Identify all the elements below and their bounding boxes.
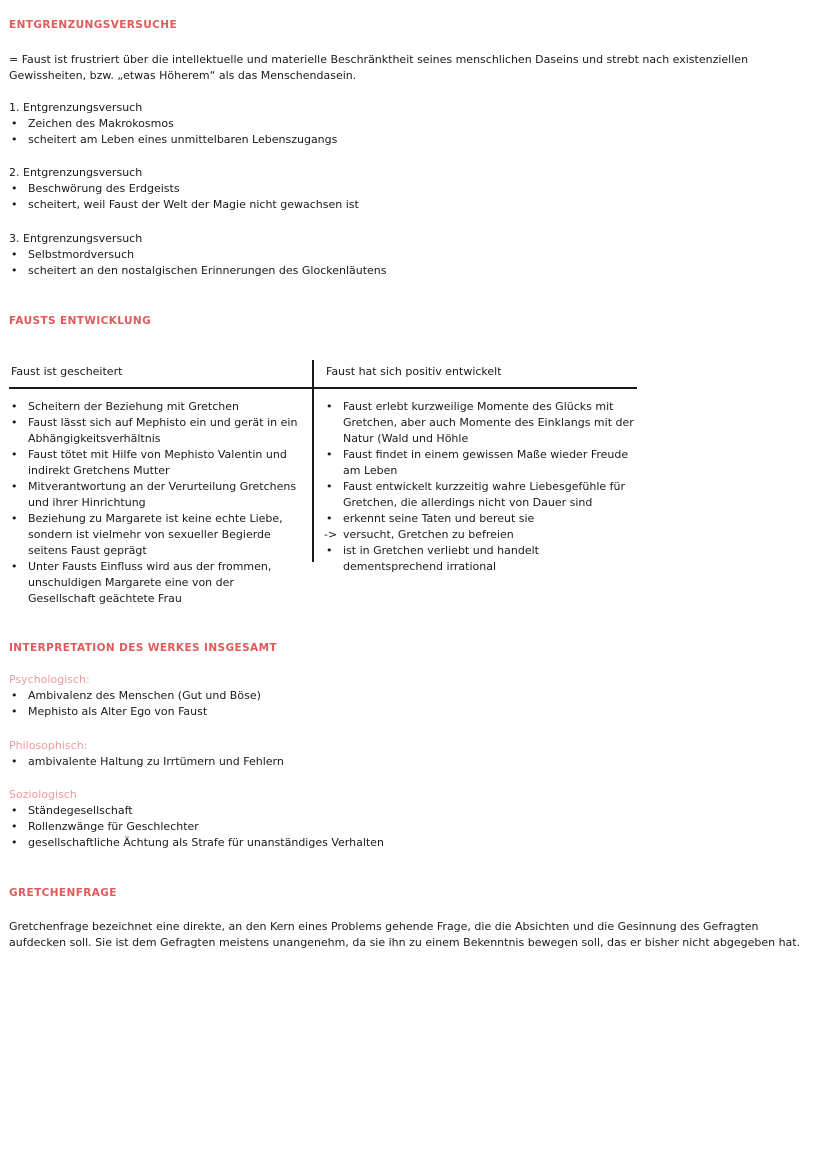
- list-item: • gesellschaftliche Ächtung als Strafe für unanständiges Verhalten: [9, 835, 384, 851]
- list-item: • scheitert an den nostalgischen Erinnerungen des Glockenläutens: [9, 263, 387, 279]
- section-title: INTERPRETATION DES WERKES INSGESAMT: [9, 642, 277, 654]
- list-item: • Faust entwickelt kurzzeitig wahre Liebesgefühle für Gretchen, die allerdings nicht von Dauer sind: [324, 479, 637, 511]
- list-item: • Zeichen des Makrokosmos: [9, 116, 337, 132]
- group-3: [9, 231, 387, 279]
- list-item: • Mephisto als Alter Ego von Faust: [9, 704, 261, 720]
- group-label: Psychologisch:: [9, 673, 90, 686]
- group-heading: 3. Entgrenzungsversuch: [9, 232, 143, 245]
- list-item: • Faust findet in einem gewissen Maße wieder Freude am Leben: [324, 447, 637, 479]
- list-item: • scheitert, weil Faust der Welt der Magie nicht gewachsen ist: [9, 197, 359, 213]
- list-item: • Ambivalenz des Menschen (Gut und Böse): [9, 688, 261, 704]
- list-item: • Rollenzwänge für Geschlechter: [9, 819, 384, 835]
- list-item: • Scheitern der Beziehung mit Gretchen: [9, 399, 299, 415]
- column-header: Faust ist gescheitert: [11, 365, 123, 378]
- list-item: • Beziehung zu Margarete ist keine echte Liebe, sondern ist vielmehr von sexueller Begierde seitens Faust geprägt: [9, 511, 299, 559]
- list-item: • Ständegesellschaft: [9, 803, 384, 819]
- list-item: • Selbstmordversuch: [9, 247, 387, 263]
- table-divider: [312, 360, 314, 562]
- group-psychologisch: [9, 672, 261, 720]
- list-item: • Mitverantwortung an der Verurteilung Gretchens und ihrer Hinrichtung: [9, 479, 299, 511]
- column-header: Faust hat sich positiv entwickelt: [326, 365, 502, 378]
- group-heading: 2. Entgrenzungsversuch: [9, 166, 143, 179]
- group-label: Philosophisch:: [9, 739, 88, 752]
- comparison-table: [9, 360, 637, 607]
- group-label: Soziologisch: [9, 788, 77, 801]
- column-failed: [9, 399, 312, 607]
- intro-text: = Faust ist frustriert über die intellektuelle und materielle Beschränktheit seines menschlichen Daseins und strebt nach existenziellen Gewissheiten, bzw. „etwas Höherem“ als das Menschendasein.: [9, 53, 749, 82]
- column-positive: [312, 399, 637, 607]
- group-heading: 1. Entgrenzungsversuch: [9, 101, 143, 114]
- group-2: [9, 165, 359, 213]
- list-item: -> versucht, Gretchen zu befreien: [324, 527, 637, 543]
- table-header: [9, 360, 637, 389]
- list-item: • scheitert am Leben eines unmittelbaren Lebenszugangs: [9, 132, 337, 148]
- section-title: ENTGRENZUNGSVERSUCHE: [9, 19, 178, 31]
- list-item: • Unter Fausts Einfluss wird aus der frommen, unschuldigen Margarete eine von der Gesellschaft geächtete Frau: [9, 559, 299, 607]
- list-item: • erkennt seine Taten und bereut sie: [324, 511, 637, 527]
- section-entgrenzung: [9, 18, 177, 32]
- list-item: • Beschwörung des Erdgeists: [9, 181, 359, 197]
- list-item: • ist in Gretchen verliebt und handelt dementsprechend irrational: [324, 543, 637, 575]
- section-title: GRETCHENFRAGE: [9, 887, 117, 899]
- list-item: • Faust erlebt kurzweilige Momente des Glücks mit Gretchen, aber auch Momente des Einklangs mit der Natur (Wald und Höhle: [324, 399, 637, 447]
- section-title: FAUSTS ENTWICKLUNG: [9, 315, 152, 327]
- list-item: • Faust tötet mit Hilfe von Mephisto Valentin und indirekt Gretchens Mutter: [9, 447, 299, 479]
- table-body: [9, 389, 637, 607]
- definition-text: Gretchenfrage bezeichnet eine direkte, an den Kern eines Problems gehende Frage, die die Absichten und die Gesinnung des Gefragten aufdecken soll. Sie ist dem Gefragten meistens unangenehm, da sie ihn zu einem Bekenntnis bewegen soll, das er bisher nicht abgegeben hat.: [9, 920, 801, 949]
- group-philosophisch: [9, 738, 284, 770]
- list-item: • Faust lässt sich auf Mephisto ein und gerät in ein Abhängigkeitsverhältnis: [9, 415, 299, 447]
- list-item: • ambivalente Haltung zu Irrtümern und Fehlern: [9, 754, 284, 770]
- group-soziologisch: [9, 787, 384, 851]
- group-1: [9, 100, 337, 148]
